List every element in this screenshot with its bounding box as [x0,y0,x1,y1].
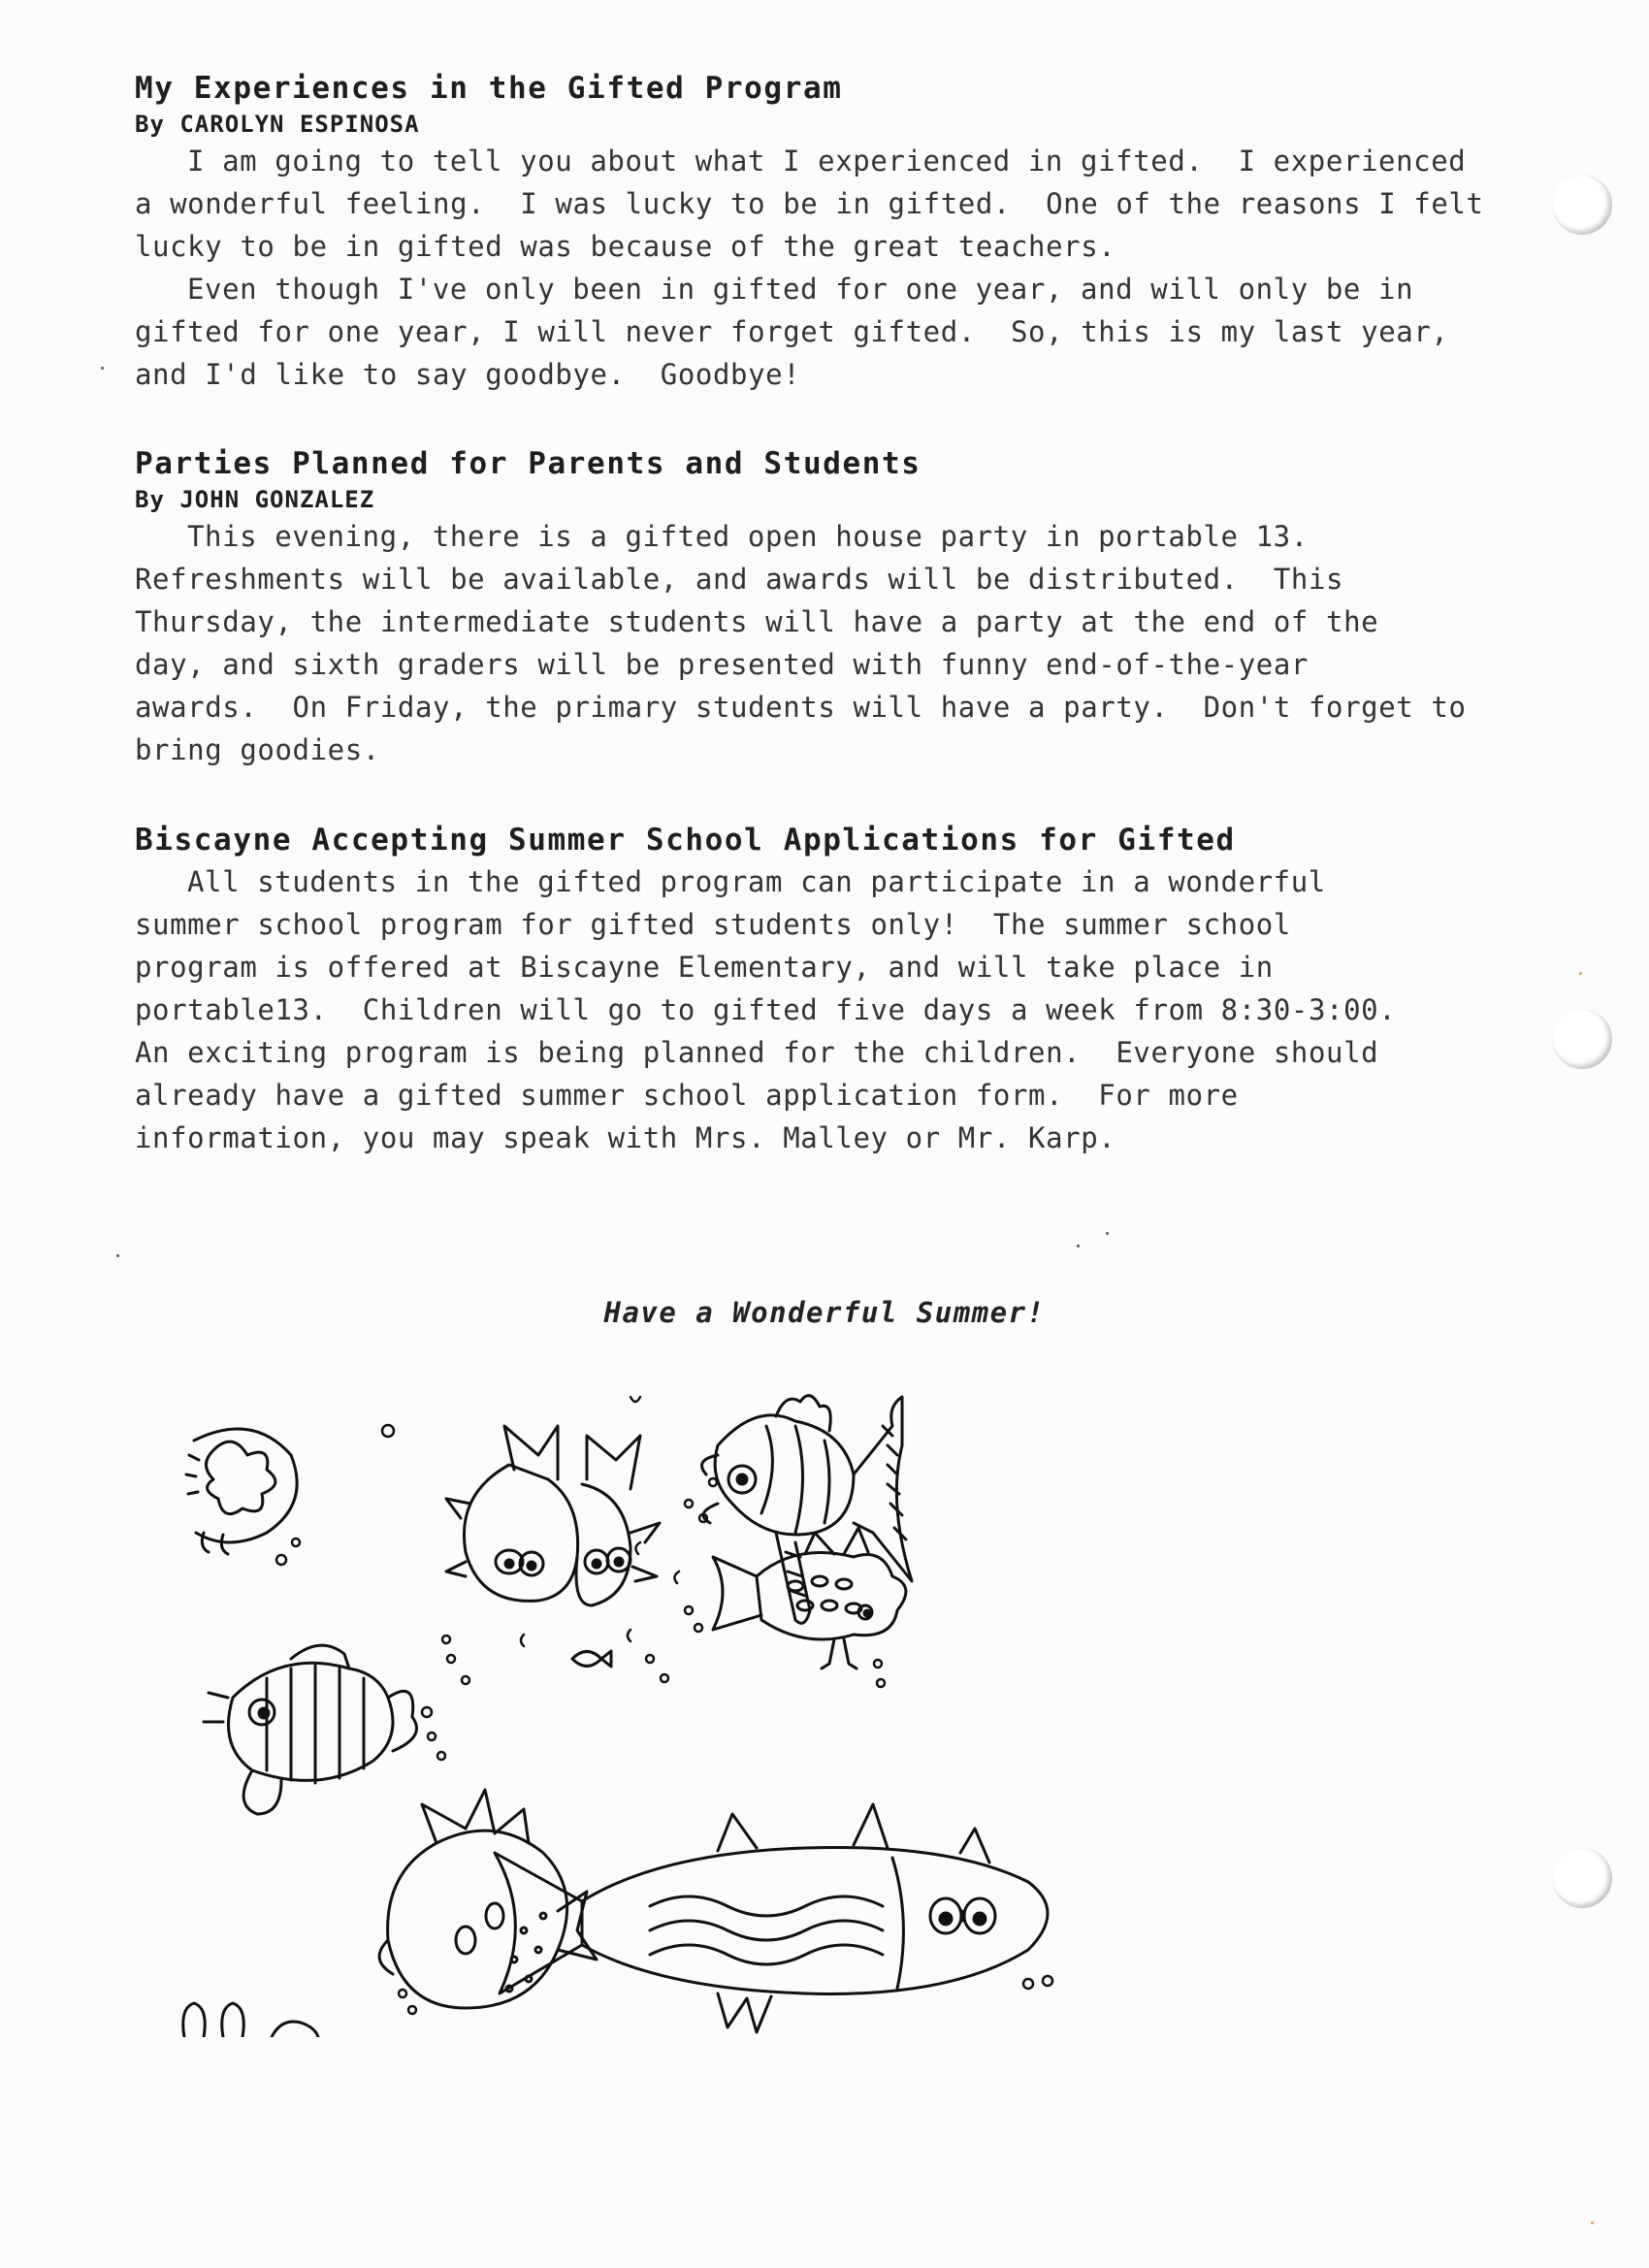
bubbles [276,1397,1052,2014]
article-byline: By CAROLYN ESPINOSA [135,111,420,138]
long-striped-fish [495,1804,1048,2032]
article-body [135,140,1484,396]
binder-hole-bottom [1552,1848,1612,1908]
partial-fish-top-left [186,1429,297,1554]
article-headline: Parties Planned for Parents and Students [135,446,922,481]
partial-fish-bottom-left [183,2003,318,2037]
closing-message: Have a Wonderful Summer! [603,1296,1046,1329]
body-line: awards. On Friday, the primary students will have a party. Don't forget to [135,691,1467,724]
body-line: summer school program for gifted students only! The summer school [135,908,1291,941]
body-line: and I'd like to say goodbye. Goodbye! [135,358,801,391]
binder-hole-middle [1552,1009,1612,1069]
binder-hole-top [1552,175,1612,235]
body-line: portable13. Children will go to gifted five days a week from 8:30-3:00. [135,993,1397,1026]
scan-speck [116,1254,119,1257]
article-summer-school [135,820,1396,1159]
body-line: Even though I've only been in gifted for one year, and will only be in [187,273,1414,306]
article-headline: Biscayne Accepting Summer School Applications for Gifted [135,823,1236,858]
spotted-fish [713,1528,906,1669]
body-line: a wonderful feeling. I was lucky to be in gifted. One of the reasons I felt [135,187,1484,220]
body-line: information, you may speak with Mrs. Malley or Mr. Karp. [135,1121,1116,1154]
body-line: program is offered at Biscayne Elementary, and will take place in [135,951,1274,984]
body-line: This evening, there is a gifted open house party in portable 13. [187,520,1309,553]
scan-speck [1591,2221,1594,2224]
body-line: An exciting program is being planned for the children. Everyone should [135,1036,1379,1069]
angel-fish [702,1396,912,1624]
article-byline: By JOHN GONZALEZ [135,486,375,513]
twin-fish [446,1426,660,1667]
body-line: All students in the gifted program can participate in a wonderful [187,865,1326,898]
striped-fish [204,1645,417,1814]
article-gifted-experiences [135,68,1484,396]
body-line: Thursday, the intermediate students will have a party at the end of the [135,605,1379,638]
article-body [135,860,1396,1159]
body-line: day, and sixth graders will be presented with funny end-of-the-year [135,648,1309,681]
fish-illustration [175,1387,1290,2037]
body-line: gifted for one year, I will never forget gifted. So, this is my last year, [135,315,1449,348]
article-parties-planned [135,443,1467,771]
body-line: bring goodies. [135,733,380,766]
body-line: Refreshments will be available, and awards will be distributed. This [135,563,1344,596]
dotted-fish [379,1790,597,2008]
article-headline: My Experiences in the Gifted Program [135,71,843,106]
scan-speck [1579,972,1582,975]
body-line: already have a gifted summer school application form. For more [135,1079,1239,1112]
scan-speck [1106,1232,1109,1235]
scan-speck [101,367,104,370]
article-body [135,515,1467,771]
scan-speck [1077,1245,1080,1247]
body-line: lucky to be in gifted was because of the great teachers. [135,230,1116,263]
body-line: I am going to tell you about what I experienced in gifted. I experienced [187,145,1467,178]
